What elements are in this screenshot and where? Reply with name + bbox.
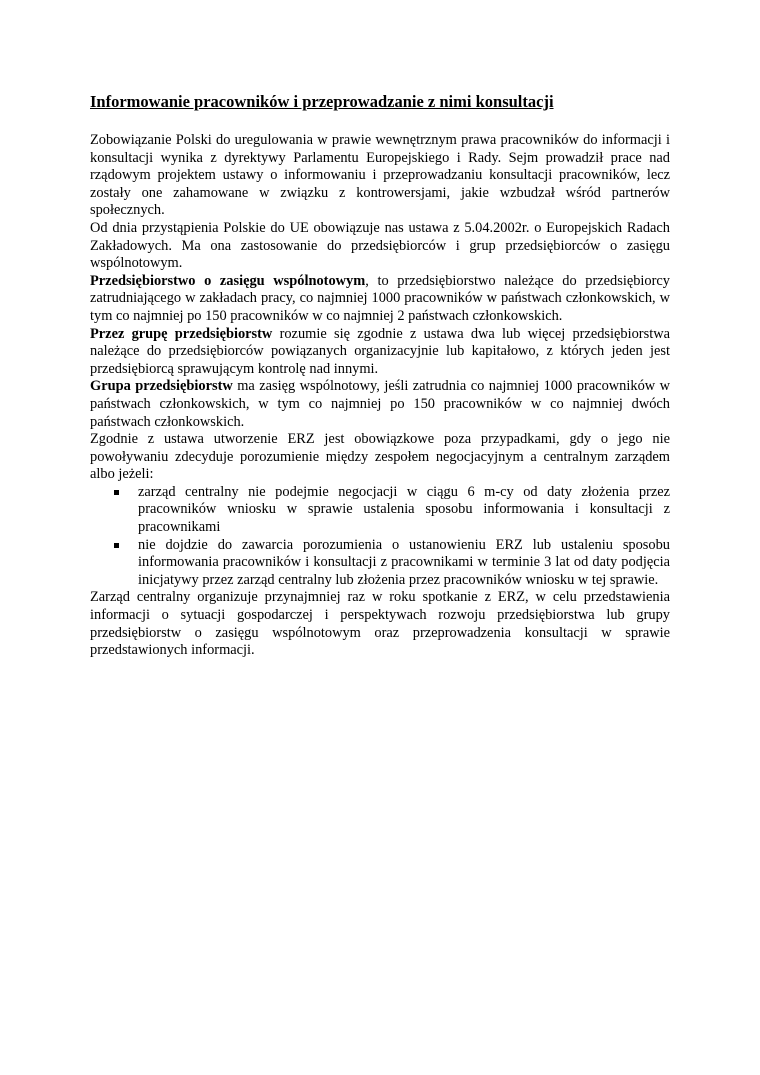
paragraph-annual-meeting: Zarząd centralny organizuje przynajmniej raz w roku spotkanie z ERZ, w celu przedstawienia informacji o sytuacji gospodarczej i perspektywach rozwoju przedsiębiorstwa lub grupy przedsiębiorstw o zasięgu wspólnotowym oraz przeprowadzenia konsultacji w sprawie przedstawionych informacji. [90,589,670,659]
definition-community-enterprise: , to przedsiębiorstwo należące do przedsiębiorcy zatrudniającego w zakładach pracy, co najmniej 1000 pracowników w państwach członkowskich, w tym co najmniej po 150 pracowników w co najmniej 2 państwach członkowskich. [90,272,670,324]
list-item-text: nie dojdzie do zawarcia porozumienia o ustanowieniu ERZ lub ustaleniu sposobu informowania pracowników i konsultacji z pracownikami w terminie 3 lat od daty podjęcia inicjatywy przez zarząd centralny lub złożenia przez pracowników wniosku w tej sprawie. [138,536,670,588]
term-group-scope: Grupa przedsiębiorstw [90,378,233,395]
square-bullet-icon [114,543,119,548]
paragraph-intro: Zobowiązanie Polski do uregulowania w prawie wewnętrznym prawa pracowników do informacji i konsultacji wynika z dyrektywy Parlamentu Europejskiego i Rady. Sejm prowadził prace nad rządowym projektem ustawy o informowaniu i przeprowadzaniu konsultacji pracowników, lecz zostały one zahamowane w związku z kontrowersjami, jakie wzbudzał wśród partnerów społecznych. [90,132,670,219]
square-bullet-icon [114,490,119,495]
bullet-list [90,484,670,590]
definition-enterprise-group: rozumie się zgodnie z ustawa dwa lub więcej przedsiębiorstwa należące do przedsiębiorców powiązanych organizacyjnie lub kapitałowo, z których jeden jest przedsiębiorcą sprawującym kontrolę nad innymi. [90,325,670,377]
document-page [90,92,670,660]
term-enterprise-group: Przez grupę przedsiębiorstw [90,325,273,342]
paragraph-group-scope [90,378,670,431]
term-community-enterprise: Przedsiębiorstwo o zasięgu wspólnotowym [90,272,366,289]
document-title: Informowanie pracowników i przeprowadzanie z nimi konsultacji [90,92,554,111]
paragraph-erz-act: Od dnia przystąpienia Polskie do UE obowiązuje nas ustawa z 5.04.2002r. o Europejskich Radach Zakładowych. Ma ona zastosowanie do przedsiębiorców i grup przedsiębiorców o zasięgu wspólnotowym. [90,219,670,272]
paragraph-community-enterprise [90,273,670,326]
list-item [138,537,670,590]
paragraph-erz-obligation: Zgodnie z ustawa utworzenie ERZ jest obowiązkowe poza przypadkami, gdy o jego nie powoływaniu zdecyduje porozumienie między zespołem negocjacyjnym a centralnym zarządem albo jeżeli: [90,431,670,483]
list-item-text: zarząd centralny nie podejmie negocjacji w ciągu 6 m-cy od daty złożenia przez pracowników wniosku w sprawie ustalenia sposobu informowania i konsultacji z pracownikami [138,483,670,536]
definition-group-scope: ma zasięg wspólnotowy, jeśli zatrudnia co najmniej 1000 pracowników w państwach członkowskich, w tym co najmniej po 150 pracowników w co najmniej dwóch państwach członkowskich. [90,378,670,430]
paragraph-enterprise-group [90,326,670,379]
list-item [138,484,670,537]
